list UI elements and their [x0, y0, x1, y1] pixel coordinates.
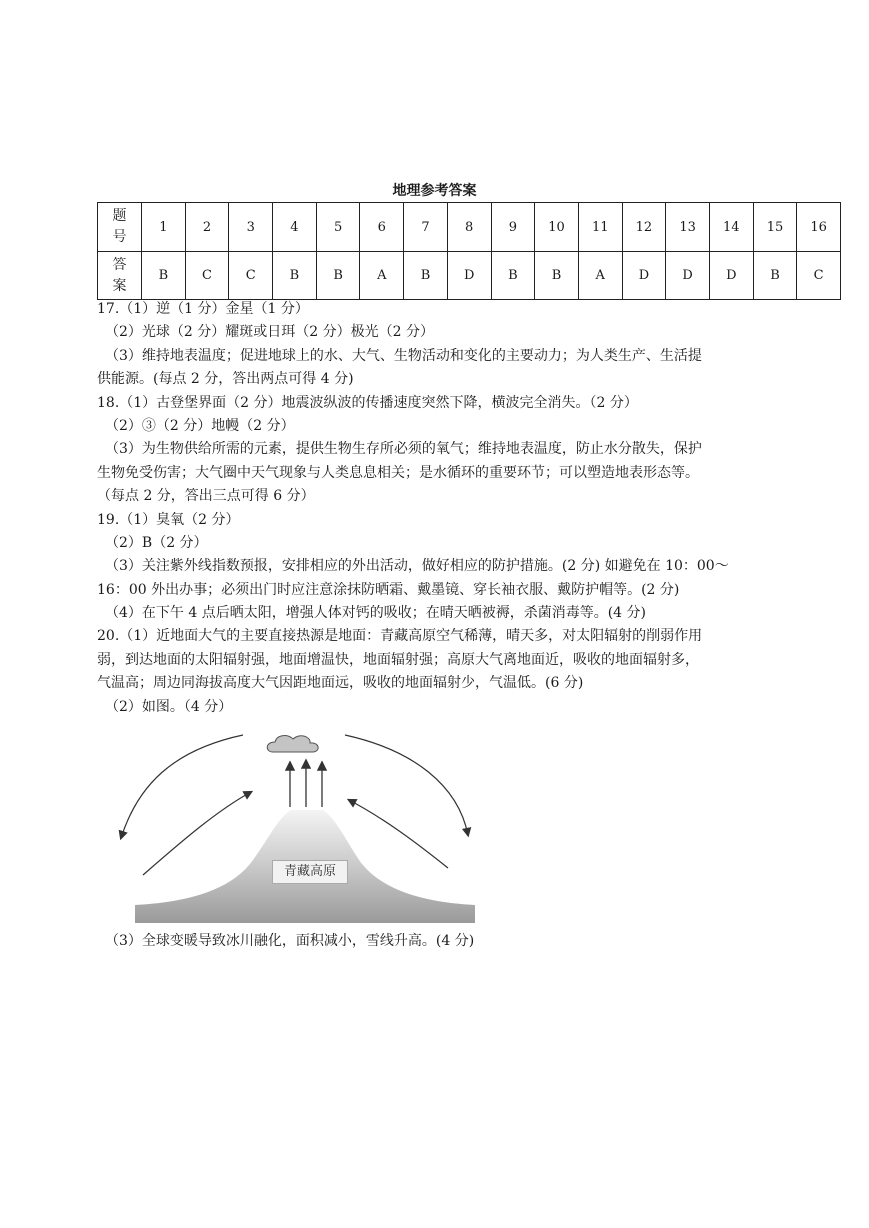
answer-cell: D	[666, 252, 710, 300]
row-label-answer: 答 案	[98, 252, 142, 300]
answer-cell: B	[753, 252, 797, 300]
answer-cell: C	[185, 252, 229, 300]
answer-table	[97, 202, 841, 300]
question-number-cell: 13	[666, 203, 710, 252]
question-number-cell: 1	[142, 203, 186, 252]
answer-cell: B	[491, 252, 535, 300]
answer-cell: D	[447, 252, 491, 300]
answer-cell: A	[360, 252, 404, 300]
answer-text-block	[97, 298, 775, 719]
question-number-cell: 9	[491, 203, 535, 252]
answer-line: （3）为生物供给所需的元素，提供生物生存所必须的氧气；维持地表温度，防止水分散失，保护	[105, 441, 702, 458]
question-number-cell: 11	[578, 203, 622, 252]
answer-line: （2）如图。（4 分）	[105, 698, 233, 715]
answer-line: 18.（1）古登堡界面（2 分）地震波纵波的传播速度突然下降，横波完全消失。（2 分）	[97, 394, 638, 411]
question-number-cell: 10	[535, 203, 579, 252]
answer-cell: B	[535, 252, 579, 300]
answer-line: 17.（1）逆（1 分）金星（1 分）	[97, 301, 309, 317]
answer-line: 气温高；周边同海拔高度大气因距地面远，吸收的地面辐射少，气温低。(6 分)	[97, 675, 584, 692]
answer-line: （4）在下午 4 点后晒太阳，增强人体对钙的吸收；在晴天晒被褥，杀菌消毒等。(4 分)	[105, 605, 646, 622]
answer-line: （3）关注紫外线指数预报，安排相应的外出活动，做好相应的防护措施。(2 分) 如避免在 10：00～	[105, 558, 729, 575]
answer-line: （3）维持地表温度；促进地球上的水、大气、生物活动和变化的主要动力；为人类生产、生活提	[105, 347, 702, 364]
question-number-cell: 4	[273, 203, 317, 252]
arrow-up-icon	[290, 761, 322, 807]
question-number-row	[98, 203, 841, 252]
question-number-cell: 15	[753, 203, 797, 252]
row-label-question-number: 题 号	[98, 203, 142, 252]
question-number-cell: 12	[622, 203, 666, 252]
question-number-cell: 16	[797, 203, 841, 252]
answer-cell: D	[709, 252, 753, 300]
answer-line: （2）③（2 分）地幔（2 分）	[105, 417, 295, 434]
answer-line: （2）光球（2 分）耀斑或日珥（2 分）极光（2 分）	[105, 324, 434, 341]
answer-line: 弱，到达地面的太阳辐射强，地面增温快，地面辐射强；高原大气离地面近，吸收的地面辐射多，	[97, 651, 699, 668]
plateau-heating-diagram	[113, 730, 478, 925]
answer-cell: B	[316, 252, 360, 300]
plateau-label: 青藏高原	[272, 860, 348, 884]
answer-line: 20.（1）近地面大气的主要直接热源是地面：青藏高原空气稀薄，晴天多，对太阳辐射的削弱作用	[97, 628, 703, 645]
answer-line: （2）B（2 分）	[105, 534, 208, 551]
plateau-diagram-svg	[113, 730, 478, 925]
answer-cell: B	[273, 252, 317, 300]
answer-line: 生物免受伤害；大气圈中天气现象与人类息息相关；是水循环的重要环节；可以塑造地表形态等。	[97, 464, 699, 481]
cloud-icon	[267, 736, 318, 752]
answer-cell: D	[622, 252, 666, 300]
question-number-cell: 5	[316, 203, 360, 252]
question-number-cell: 6	[360, 203, 404, 252]
answer-cell: C	[229, 252, 273, 300]
question-number-cell: 8	[447, 203, 491, 252]
question-number-cell: 3	[229, 203, 273, 252]
answer-cell: B	[404, 252, 448, 300]
answer-20-3: （3）全球变暖导致冰川融化，面积减小，雪线升高。(4 分)	[105, 933, 475, 949]
answer-line: 16：00 外出办事；必须出门时应注意涂抹防晒霜、戴墨镜、穿长袖衣服、戴防护帽等。(2 分)	[97, 581, 680, 598]
question-number-cell: 14	[709, 203, 753, 252]
answer-line: 供能源。(每点 2 分，答出两点可得 4 分)	[97, 371, 354, 388]
question-number-cell: 2	[185, 203, 229, 252]
answer-cell: C	[797, 252, 841, 300]
question-number-cell: 7	[404, 203, 448, 252]
answer-line: （每点 2 分，答出三点可得 6 分）	[97, 488, 315, 505]
document-title: 地理参考答案	[392, 183, 477, 199]
answer-cell: A	[578, 252, 622, 300]
answer-row	[98, 252, 841, 300]
answer-cell: B	[142, 252, 186, 300]
answer-line: 19.（1）臭氧（2 分）	[97, 511, 240, 528]
